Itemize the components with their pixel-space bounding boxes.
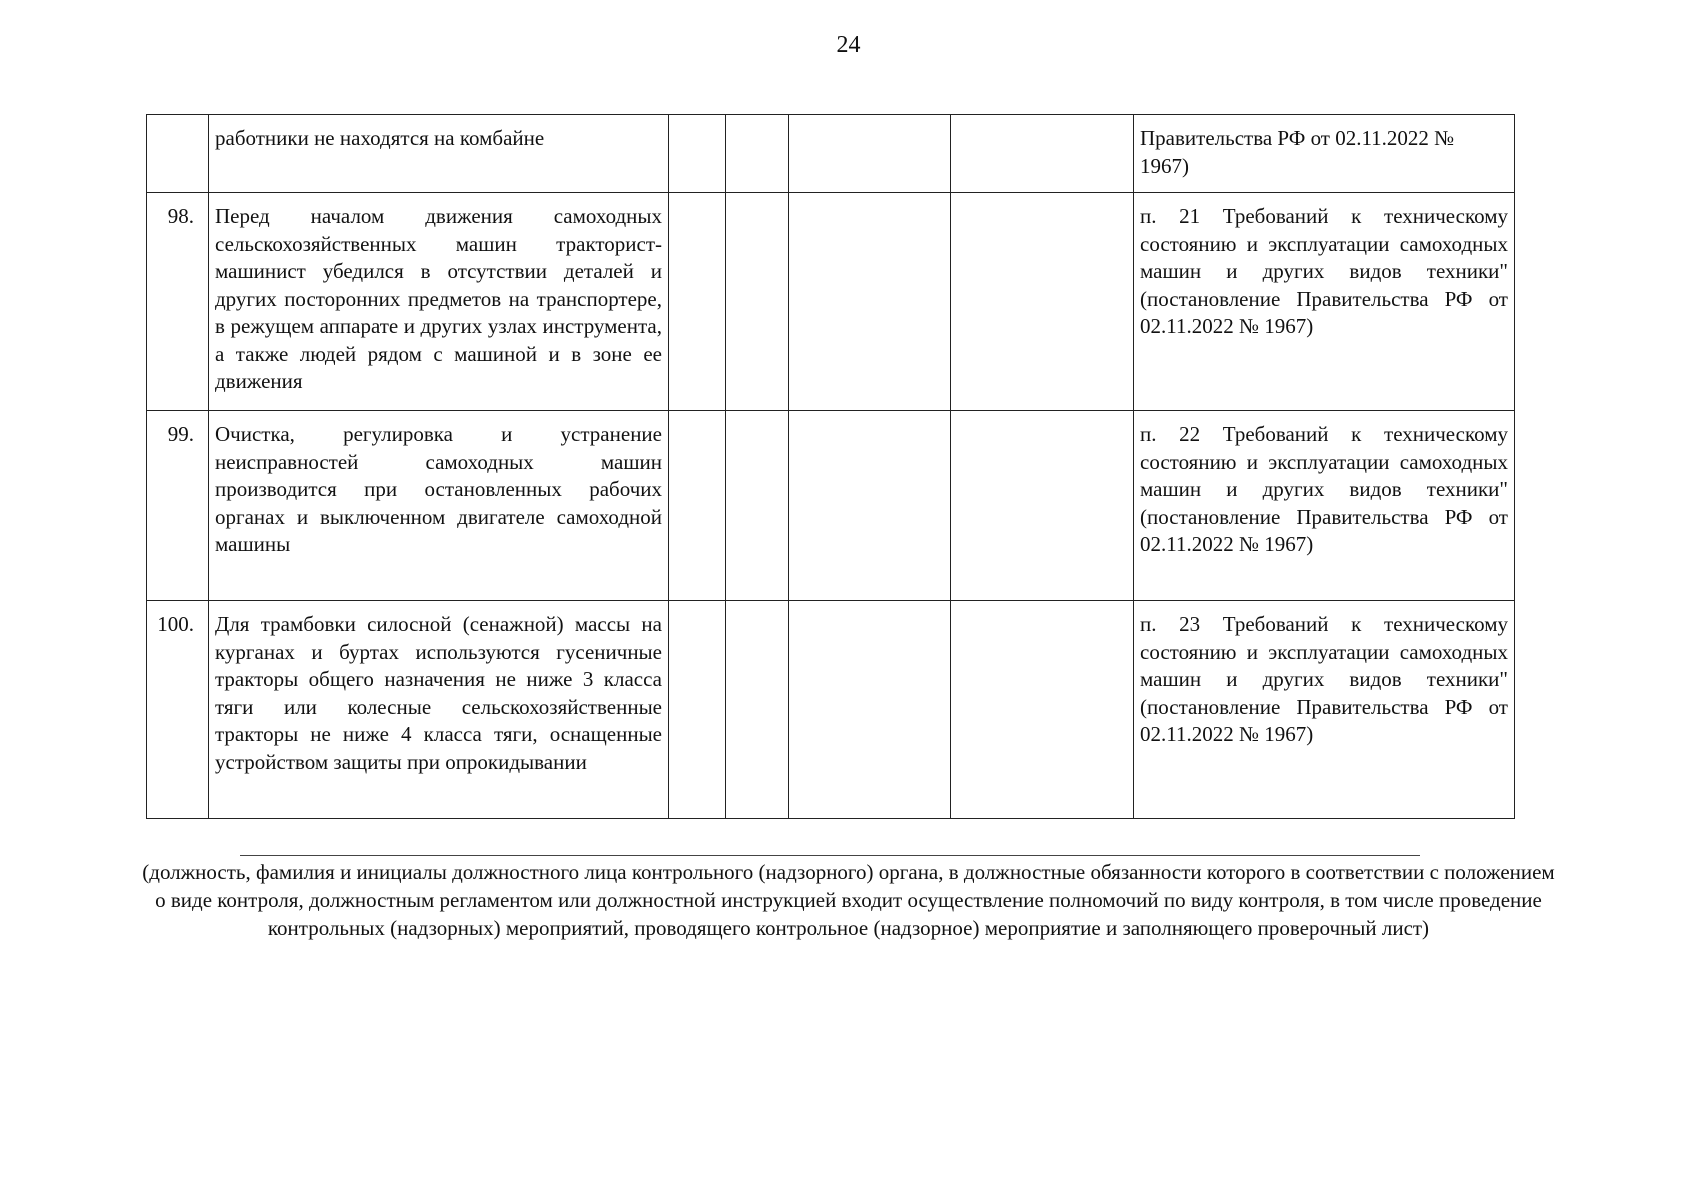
row-number: 100.: [147, 601, 209, 819]
answer-yes-cell: [669, 193, 726, 411]
checklist-table: [146, 114, 1515, 819]
comment-cell: [951, 411, 1134, 601]
table-row: [147, 193, 1515, 411]
legal-reference: п. 21 Требований к техническому состоянию и эксплуатации самоходных машин и других видов техники" (постановление Правительства РФ от 02.11.2022 № 1967): [1134, 193, 1515, 411]
comment-cell: [951, 115, 1134, 193]
page-number: 24: [836, 32, 861, 58]
legal-reference: п. 23 Требований к техническому состоянию и эксплуатации самоходных машин и других видов техники" (постановление Правительства РФ от 02.11.2022 № 1967): [1134, 601, 1515, 819]
signature-line: [240, 855, 1420, 856]
requirement-text: Перед началом движения самоходных сельскохозяйственных машин тракторист-машинист убедился в отсутствии деталей и других посторонних предметов на транспортере, в режущем аппарате и других узлах инструмента, а также людей рядом с машиной и в зоне ее движения: [209, 193, 669, 411]
answer-yes-cell: [669, 411, 726, 601]
answer-no-cell: [726, 411, 789, 601]
answer-no-cell: [726, 115, 789, 193]
legal-reference: Правительства РФ от 02.11.2022 № 1967): [1134, 115, 1515, 193]
legal-reference: п. 22 Требований к техническому состоянию и эксплуатации самоходных машин и других видов техники" (постановление Правительства РФ от 02.11.2022 № 1967): [1134, 411, 1515, 601]
comment-cell: [951, 601, 1134, 819]
answer-no-cell: [726, 601, 789, 819]
answer-yes-cell: [669, 601, 726, 819]
table-row: [147, 411, 1515, 601]
signature-caption: (должность, фамилия и инициалы должностного лица контрольного (надзорного) органа, в должностные обязанности которого в соответствии с положением о виде контроля, должностным регламентом или должностной инструкцией входит осуществление полномочий по виду контроля, в том числе проведение контрольных (надзорных) мероприятий, проводящего контрольное (надзорное) мероприятие и заполняющего проверочный лист): [142, 860, 1555, 940]
row-number: [147, 115, 209, 193]
answer-na-cell: [789, 193, 951, 411]
row-number: 98.: [147, 193, 209, 411]
comment-cell: [951, 193, 1134, 411]
requirement-text: Очистка, регулировка и устранение неисправностей самоходных машин производится при остановленных рабочих органах и выключенном двигателе самоходной машины: [209, 411, 669, 601]
answer-no-cell: [726, 193, 789, 411]
answer-na-cell: [789, 115, 951, 193]
table-row: [147, 115, 1515, 193]
requirement-text: Для трамбовки силосной (сенажной) массы на курганах и буртах используются гусеничные тракторы общего назначения не ниже 3 класса тяги или колесные сельскохозяйственные тракторы не ниже 4 класса тяги, оснащенные устройством защиты при опрокидывании: [209, 601, 669, 819]
answer-yes-cell: [669, 115, 726, 193]
answer-na-cell: [789, 601, 951, 819]
row-number: 99.: [147, 411, 209, 601]
answer-na-cell: [789, 411, 951, 601]
table-row: [147, 601, 1515, 819]
requirement-text: работники не находятся на комбайне: [209, 115, 669, 193]
